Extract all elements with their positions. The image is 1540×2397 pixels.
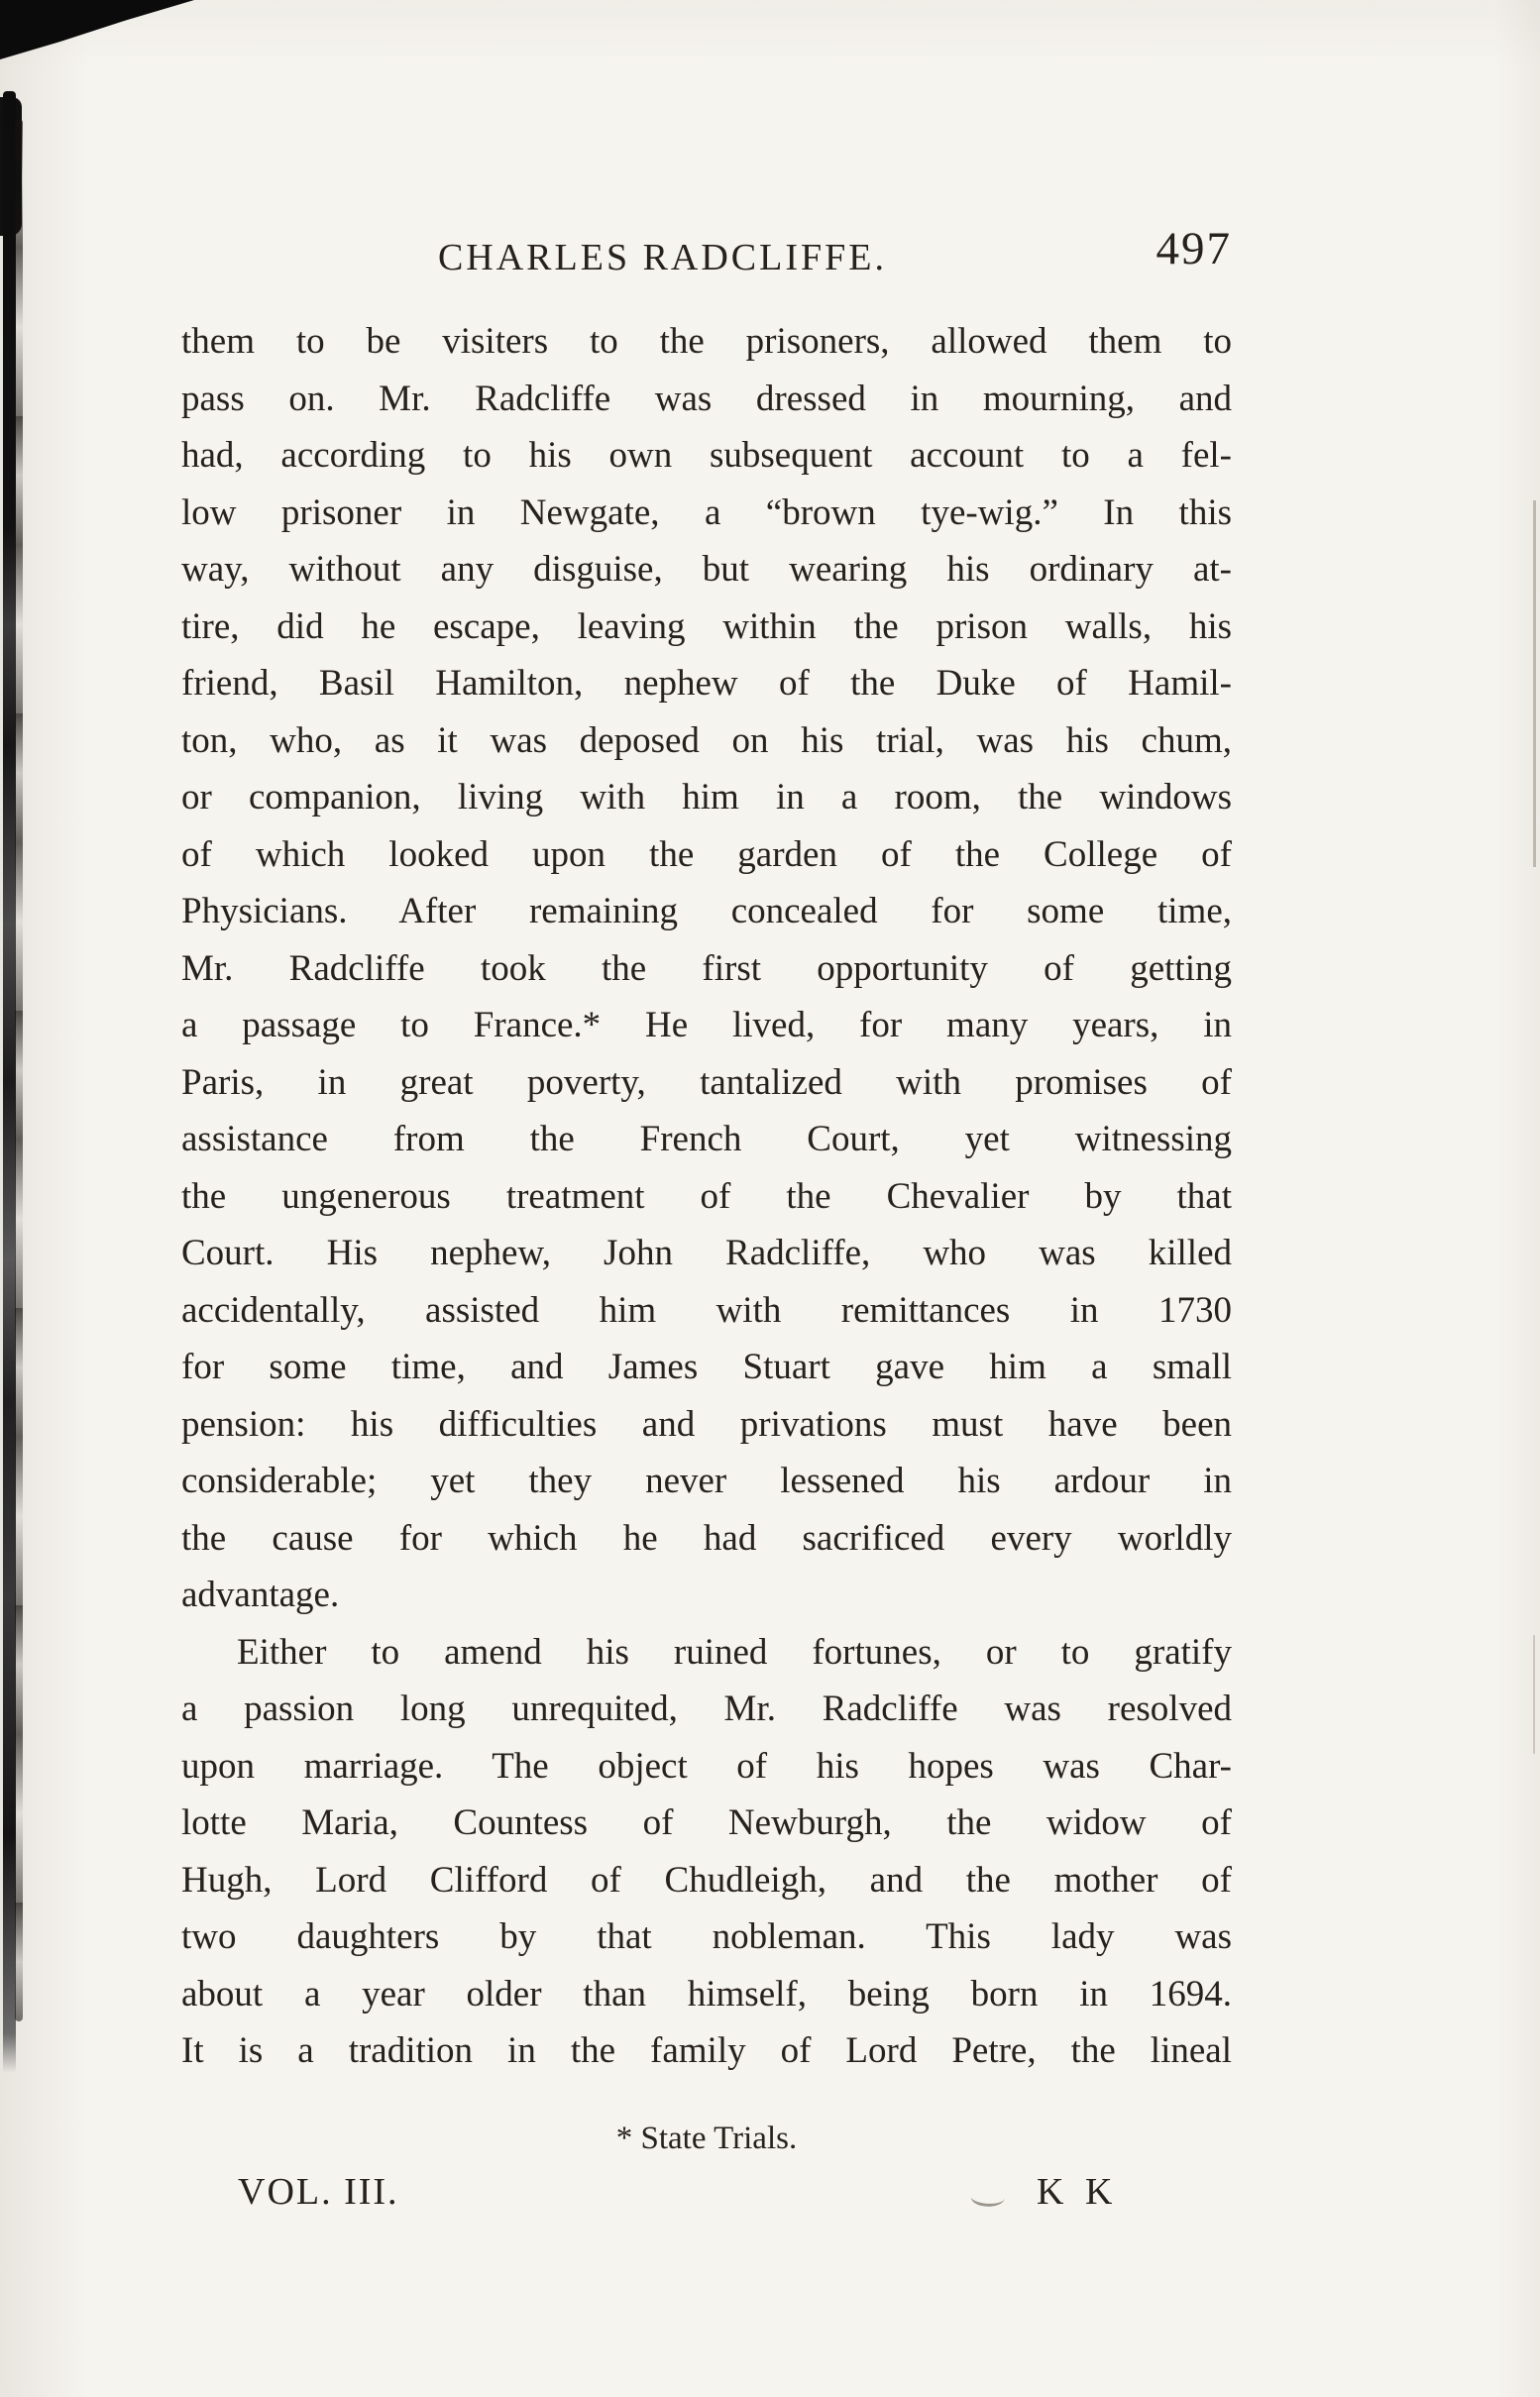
text-line: Court. His nephew, John Radcliffe, who was killed — [181, 1233, 1232, 1273]
text-line: about a year older than himself, being born in 1694. — [181, 1973, 1232, 2015]
text-line: Hugh, Lord Clifford of Chudleigh, and the mother of — [181, 1859, 1232, 1901]
text-line: a passion long unrequited, Mr. Radcliffe was resolved — [181, 1689, 1232, 1729]
text-line: Physicians. After remaining concealed for some time, — [181, 891, 1232, 931]
text-line: friend, Basil Hamilton, nephew of the Duke of Hamil- — [181, 663, 1232, 704]
body-text — [181, 313, 1232, 2080]
text-line: considerable; yet they never lessened his ardour in — [181, 1461, 1232, 1501]
text-line: the cause for which he had sacrificed every worldly — [181, 1517, 1232, 1559]
signature-mark: K K — [1037, 2171, 1119, 2213]
text-line: two daughters by that nobleman. This lady was — [181, 1916, 1232, 1957]
text-line: them to be visiters to the prisoners, allowed them to — [181, 321, 1232, 362]
text-line: had, according to his own subsequent account to a fel- — [181, 435, 1232, 476]
right-edge-line-artifact — [1533, 1635, 1535, 1754]
corner-ink-blot-artifact — [0, 0, 194, 59]
text-line: Paris, in great poverty, tantalized with promises of — [181, 1061, 1232, 1103]
text-line: It is a tradition in the family of Lord Petre, the lineal — [181, 2030, 1232, 2071]
running-title: CHARLES RADCLIFFE. — [437, 237, 887, 278]
left-edge-scan-band-artifact — [15, 119, 23, 2021]
text-line: upon marriage. The object of his hopes was Char- — [181, 1745, 1232, 1787]
text-line: accidentally, assisted him with remittances in 1730 — [181, 1289, 1232, 1331]
text-line: or companion, living with him in a room, the windows — [181, 777, 1232, 817]
text-line: lotte Maria, Countess of Newburgh, the widow of — [181, 1802, 1232, 1843]
page-header — [181, 0, 1232, 297]
text-line: Mr. Radcliffe took the first opportunity of getting — [181, 947, 1232, 989]
text-line: tire, did he escape, leaving within the prison walls, his — [181, 605, 1232, 647]
text-line: the ungenerous treatment of the Chevalier by that — [181, 1175, 1232, 1217]
text-line: pension: his difficulties and privations must have been — [181, 1403, 1232, 1445]
text-line: ton, who, as it was deposed on his trial, was his chum, — [181, 719, 1232, 761]
text-line: pass on. Mr. Radcliffe was dressed in mourning, and — [181, 378, 1232, 419]
scratch-mark-artifact — [970, 2186, 1006, 2210]
text-line: low prisoner in Newgate, a “brown tye-wig.” In this — [181, 491, 1232, 533]
text-line: for some time, and James Stuart gave him a small — [181, 1347, 1232, 1387]
text-line: of which looked upon the garden of the College of — [181, 833, 1232, 875]
volume-label: VOL. III. — [238, 2171, 399, 2213]
text-line-paragraph-end: advantage. — [181, 1575, 340, 1615]
text-line: way, without any disguise, but wearing his ordinary at- — [181, 549, 1232, 590]
text-line: a passage to France.* He lived, for many years, in — [181, 1005, 1232, 1045]
text-line-paragraph-start: Either to amend his ruined fortunes, or to gratify — [237, 1631, 1232, 1673]
page-number: 497 — [1155, 223, 1232, 274]
text-line: assistance from the French Court, yet witnessing — [181, 1119, 1232, 1159]
right-edge-line-artifact — [1533, 500, 1536, 867]
footnote: * State Trials. — [615, 2121, 798, 2156]
